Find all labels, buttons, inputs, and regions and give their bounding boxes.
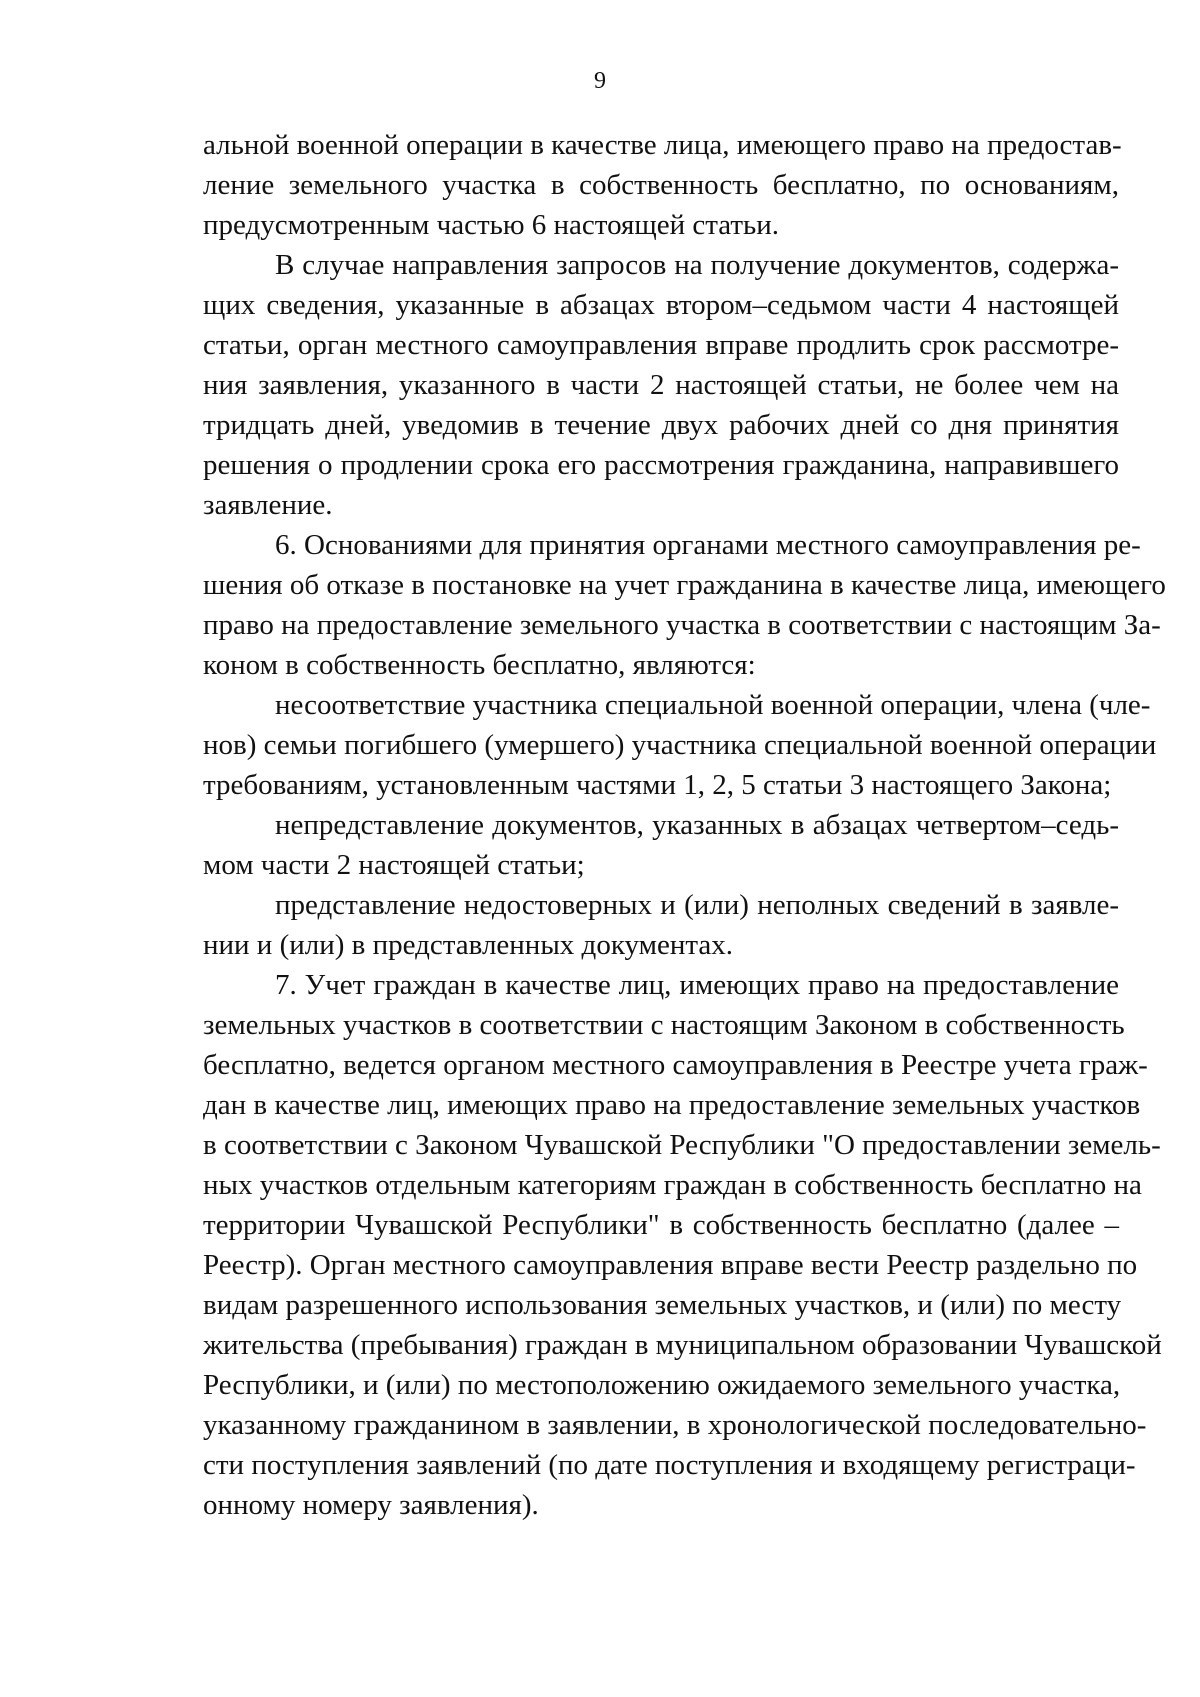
text-line: нов) семьи погибшего (умершего) участника специальной военной операции <box>203 729 1157 761</box>
text-line: щих сведения, указанные в абзацах втором–седьмом части 4 настоящей <box>203 289 1119 321</box>
paragraph-extension-of-review <box>203 245 1119 525</box>
text-line: решения о продлении срока его рассмотрения гражданина, направившего <box>203 449 1119 481</box>
text-line: мом части 2 настоящей статьи; <box>203 849 585 881</box>
text-line: бесплатно, ведется органом местного самоуправления в Реестре учета граж- <box>203 1049 1148 1081</box>
document-body <box>203 125 1166 1525</box>
text-line: В случае направления запросов на получение документов, содержа- <box>275 249 1119 281</box>
text-line: в соответствии с Законом Чувашской Республики "О предоставлении земель- <box>203 1129 1161 1161</box>
text-line: альной военной операции в качестве лица, имеющего право на предостав- <box>203 129 1122 161</box>
text-line: тридцать дней, уведомив в течение двух рабочих дней со дня принятия <box>203 409 1119 441</box>
text-line: требованиям, установленным частями 1, 2, 5 статьи 3 настоящего Закона; <box>203 769 1112 801</box>
text-line: сти поступления заявлений (по дате поступления и входящему регистраци- <box>203 1449 1136 1481</box>
text-line: нии и (или) в представленных документах. <box>203 929 734 961</box>
page-number: 9 <box>594 68 606 94</box>
text-line: заявление. <box>203 489 333 521</box>
text-line: непредставление документов, указанных в абзацах четвертом–седь- <box>275 809 1119 841</box>
text-line: ния заявления, указанного в части 2 настоящей статьи, не более чем на <box>203 369 1119 401</box>
text-line: Республики, и (или) по местоположению ожидаемого земельного участка, <box>203 1369 1121 1401</box>
text-line: ных участков отдельным категориям граждан в собственность бесплатно на <box>203 1169 1142 1201</box>
text-line: коном в собственность бесплатно, являются: <box>203 649 756 681</box>
text-line: несоответствие участника специальной военной операции, члена (чле- <box>275 689 1151 721</box>
text-line: территории Чувашской Республики" в собственность бесплатно (далее – <box>203 1209 1119 1241</box>
text-line: ление земельного участка в собственность бесплатно, по основаниям, <box>203 169 1119 201</box>
text-line: право на предоставление земельного участка в соответствии с настоящим За- <box>203 609 1161 641</box>
paragraph-item-6 <box>203 525 1166 685</box>
list-item-missing-documents <box>203 805 1119 885</box>
text-line: представление недостоверных и (или) неполных сведений в заявле- <box>275 889 1119 921</box>
text-line: указанному гражданином в заявлении, в хронологической последовательно- <box>203 1409 1147 1441</box>
text-line: земельных участков в соответствии с настоящим Законом в собственность <box>203 1009 1125 1041</box>
text-line: видам разрешенного использования земельных участков, и (или) по месту <box>203 1289 1122 1321</box>
list-item-false-information <box>203 885 1119 965</box>
text-line: статьи, орган местного самоуправления вправе продлить срок рассмотре- <box>203 329 1119 361</box>
text-line: 7. Учет граждан в качестве лиц, имеющих право на предоставление <box>275 969 1119 1001</box>
paragraph-continuation <box>203 125 1122 245</box>
text-line: жительства (пребывания) граждан в муниципальном образовании Чувашской <box>203 1329 1162 1361</box>
text-line: дан в качестве лиц, имеющих право на предоставление земельных участков <box>203 1089 1141 1121</box>
text-line: 6. Основаниями для принятия органами местного самоуправления ре- <box>275 529 1141 561</box>
text-line: шения об отказе в постановке на учет гражданина в качестве лица, имеющего <box>203 569 1166 601</box>
paragraph-item-7 <box>203 965 1162 1525</box>
text-line: Реестр). Орган местного самоуправления вправе вести Реестр раздельно по <box>203 1249 1138 1281</box>
list-item-noncompliance <box>203 685 1157 805</box>
text-line: онному номеру заявления). <box>203 1489 539 1521</box>
text-line: предусмотренным частью 6 настоящей статьи. <box>203 209 780 241</box>
